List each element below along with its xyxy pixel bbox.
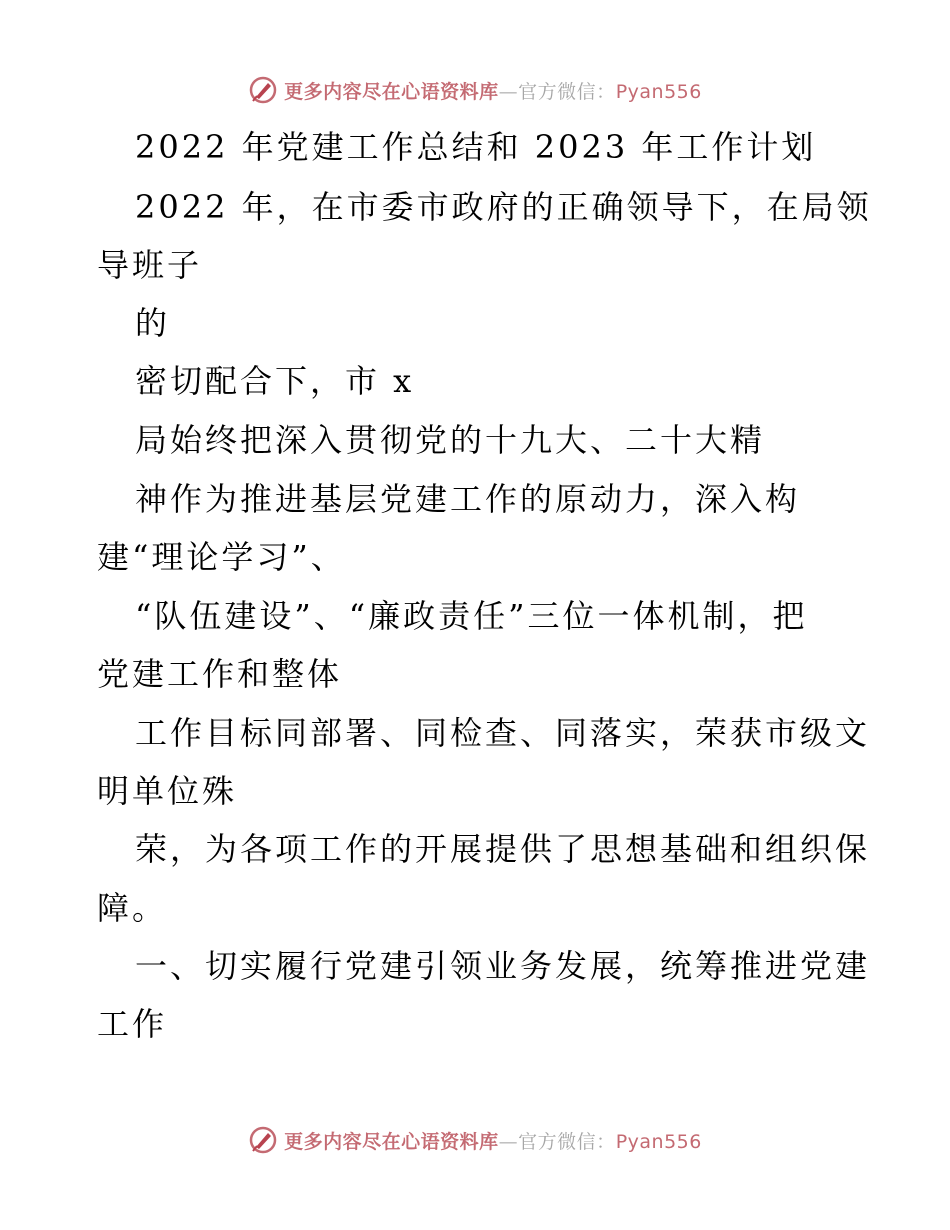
paragraph-line: 导班子 xyxy=(97,246,203,284)
quill-pen-logo-icon xyxy=(248,75,278,105)
watermark-text xyxy=(284,1127,702,1154)
paragraph-line: 密切配合下，市 x xyxy=(135,362,415,400)
paragraph-line: “队伍建设”、“廉政责任”三位一体机制，把 xyxy=(135,597,808,635)
paragraph-line: 神作为推进基层党建工作的原动力，深入构 xyxy=(135,480,801,518)
watermark-text xyxy=(284,77,702,104)
header-watermark xyxy=(0,70,950,110)
paragraph-line: 局始终把深入贯彻党的十九大、二十大精 xyxy=(135,421,766,459)
paragraph-line: 建“理论学习”、 xyxy=(97,538,346,576)
watermark-dash: — xyxy=(498,1130,519,1153)
paragraph-line: 障。 xyxy=(97,889,168,927)
quill-pen-logo-icon xyxy=(248,1125,278,1155)
paragraph-line: 党建工作和整体 xyxy=(97,655,343,693)
watermark-wechat-id: Pyan556 xyxy=(615,1130,702,1153)
paragraph-line: 荣，为各项工作的开展提供了思想基础和组织保 xyxy=(135,830,871,868)
watermark-site-name: 更多内容尽在心语资料库 xyxy=(284,1130,499,1153)
watermark-site-name: 更多内容尽在心语资料库 xyxy=(284,80,499,103)
section-heading-continued: 工作 xyxy=(97,1005,168,1043)
paragraph-line: 工作目标同部署、同检查、同落实，荣获市级文 xyxy=(135,714,871,752)
document-title: 2022 年党建工作总结和 2023 年工作计划 xyxy=(135,128,817,166)
watermark-wechat-id: Pyan556 xyxy=(615,80,702,103)
footer-watermark xyxy=(0,1120,950,1160)
paragraph-line: 2022 年，在市委市政府的正确领导下，在局领 xyxy=(135,188,872,226)
paragraph-line: 的 xyxy=(135,304,171,342)
watermark-wechat-label: 官方微信： xyxy=(518,1130,616,1153)
section-heading: 一、切实履行党建引领业务发展，统筹推进党建 xyxy=(135,947,871,985)
watermark-dash: — xyxy=(498,80,519,103)
watermark-wechat-label: 官方微信： xyxy=(518,80,616,103)
paragraph-line: 明单位殊 xyxy=(97,772,238,810)
